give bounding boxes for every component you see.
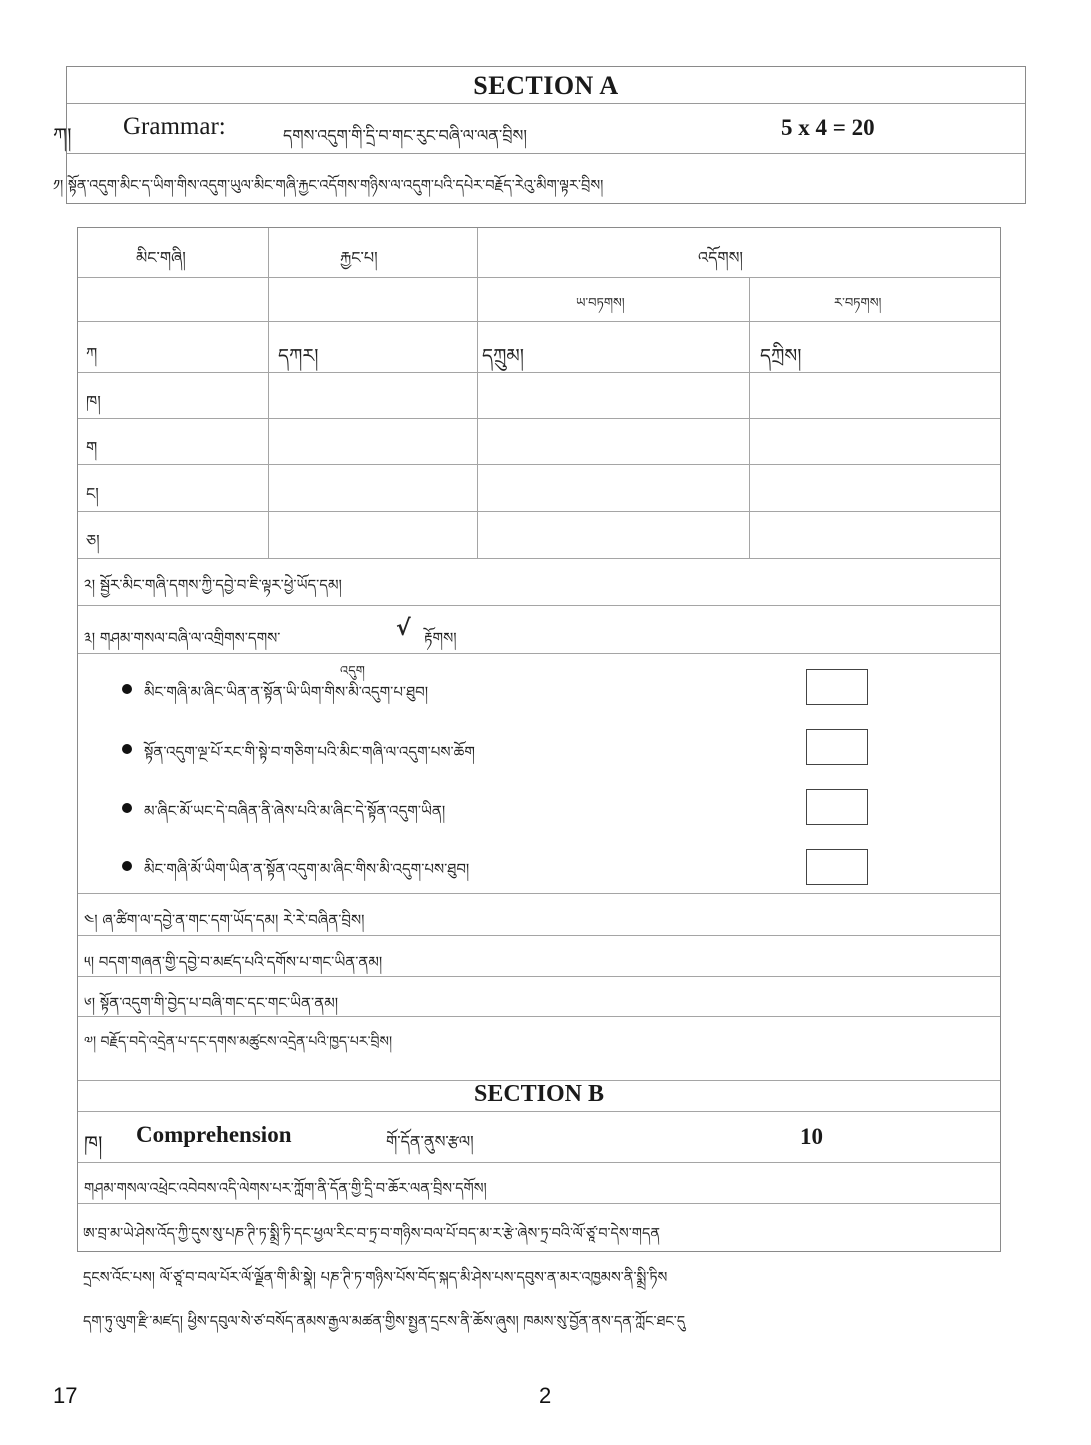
question-3-tail: རྟོགས། — [424, 629, 457, 647]
comprehension-instruction: གཤམ་གསལ་འཕྲེང་འབེབས་འདི་ལེགས་པར་ཀློག་ནི་དོན་གྱི་དྲི་བ་ཆོར་ལན་བྲིས་དགོས། — [84, 1181, 487, 1197]
handwritten-correction: འདུག — [340, 664, 365, 679]
option-2-tick-box[interactable] — [806, 729, 868, 765]
passage-line-2: དྲངས་འོང་པས། ལོ་ཙཱ་བ་བལ་པོར་ལོ་ལྗོན་གི་མི་སྣེ། པཎ་ཊི་ཏ་གཉིས་པོས་བོད་སྐད་མི་ཤེས་པས་དབུས་ན་མར་འཁྱམས་ནི་སྨྲི་ཏིས — [83, 1270, 668, 1286]
passage-line-3: དག་ཏུ་ལུག་རྫི་མཛད། ཕྱིས་དབུལ་སེ་ཙ་བསོད་ནམས་རྒྱལ་མཚན་གྱིས་སྤྱན་དྲངས་ནི་ཆོས་ཞུས། ཁམས་སུ་བྱོན་ནས་དན་ཀློང་ཐང་དུ — [83, 1314, 686, 1330]
grammar-marks: 5 x 4 = 20 — [781, 115, 875, 140]
option-3-tick-box[interactable] — [806, 789, 868, 825]
grammar-instruction: དགས་འདུག་གི་དྲི་བ་གང་རུང་བཞི་ལ་ལན་བྲིས། — [283, 126, 527, 145]
question-6-text: ༦། སྟོན་འདུག་གི་བྱེད་པ་བཞི་གང་དང་གང་ཡིན་ནམ། — [84, 994, 339, 1012]
table-row-5-label: ཅ། — [86, 531, 100, 550]
question-5-text: ༥། བདག་གཞན་གྱི་དབྱེ་བ་མཛད་པའི་དགོས་པ་གང་ཡིན་ནམ། — [84, 953, 383, 971]
section-b-title: SECTION B — [473, 1081, 605, 1107]
question-4-text: ༤། ཞ་ཚིག་ལ་དབྱེ་ན་གང་དག་ཡོད་དམ། རེ་རེ་བཞིན་བྲིས། — [84, 911, 365, 929]
table-row-1-kyang: དཀར། — [278, 345, 319, 367]
option-3-text: མ་ཞིང་མོ་ཡང་དེ་བཞིན་ནི་ཞེས་པའི་མ་ཞིང་དེ་སྟོན་འདུག་ཡིན། — [144, 802, 446, 820]
option-3-bullet — [122, 803, 132, 813]
comprehension-marks: 10 — [800, 1124, 823, 1149]
option-1-bullet — [122, 684, 132, 694]
passage-block — [83, 1212, 998, 1352]
page-number: 2 — [539, 1383, 552, 1408]
question-number-ka: ཀ། — [53, 123, 72, 147]
table-subheader-ya-tag: ཡ་བཏགས། — [576, 296, 625, 311]
table-header-dogs: འདོགས། — [698, 248, 743, 267]
comprehension-tibetan-label: གོ་དོན་ནུས་རྩལ། — [386, 1132, 474, 1151]
grammar-form-box — [77, 227, 1001, 1252]
option-4-text: མིང་གཞི་མོ་ཡིག་ཡིན་ན་སྟོན་འདུག་མ་ཞིང་གིས་མི་འདུག་པས་ཐུབ། — [144, 860, 470, 878]
table-row-1-label: ཀ — [86, 344, 98, 363]
table-row-1-ya-tag: དཀྲུམ། — [482, 345, 524, 367]
question-1-text: ༡། སྟོན་འདུག་མིང་ད་ཡིག་གིས་འདུག་ཡུལ་མིང་གཞི་རྐྱང་འདོགས་གཉིས་ལ་འདུག་པའི་དཔེར་བརྗོད་རེའུ་མིག་ལྟར་བྲིས། — [53, 178, 604, 194]
tick-mark-symbol: √ — [396, 616, 411, 641]
section-a-header-box — [53, 66, 1026, 204]
option-1-tick-box[interactable] — [806, 669, 868, 705]
table-header-kyang-pa: རྐྱང་པ། — [340, 248, 378, 267]
option-1-text: མིང་གཞི་མ་ཞིང་ཡིན་ན་སྟོན་ཡི་ཡིག་གིས་མི་འདུག་པ་ཐུབ། — [144, 683, 429, 701]
section-a-title: SECTION A — [473, 71, 619, 100]
option-2-bullet — [122, 744, 132, 754]
table-header-ming-zhi: མིང་གཞི། — [136, 248, 186, 267]
question-7-text: ༧། བརྗོད་བདེ་འདྲེན་པ་དང་དགས་མཚུངས་འདྲེན་པའི་ཁྱད་པར་བྲིས། — [84, 1034, 393, 1050]
section-a-title-row — [67, 67, 1025, 104]
footer-code: 17 — [53, 1383, 78, 1408]
question-2-text: ༢། སྦྱོར་མིང་གཞི་དགས་ཀྱི་དབྱེ་བ་ཇི་ལྟར་ཕྱེ་ཡོད་དམ། — [84, 576, 342, 594]
option-2-text: སྟོན་འདུག་ལྔ་པོ་རང་གི་སྟེ་བ་གཅིག་པའི་མིང་གཞི་ལ་འདུག་པས་ཆོག — [144, 743, 475, 761]
question-1-row — [53, 154, 1025, 205]
table-row-4-label: ང། — [86, 484, 99, 503]
table-row-2-label: ཁ། — [86, 392, 101, 411]
passage-line-1: ཨ་བྲ་མ་ཡེ་ཤེས་འོད་ཀྱི་དུས་སུ་པཎ་ཊི་ཏ་སྨྲི་ཏི་དང་ཕྱལ་རིང་བ་ཏྲ་བ་གཉིས་བལ་པོ་བད་མ་ར་རྩེ་ཞེས་ཏྲ་བའི་ལོ་ཙཱ་བ་དེས་གདན — [83, 1226, 661, 1242]
comprehension-label: Comprehension — [136, 1122, 292, 1147]
table-subheader-ra-tag: ར་བཏགས། — [834, 296, 882, 311]
option-4-tick-box[interactable] — [806, 849, 868, 885]
table-row-3-label: ག — [86, 438, 98, 457]
table-row-1-ra-tag: དཀྲིས། — [760, 345, 802, 367]
grammar-row — [53, 104, 1025, 154]
question-number-kha: ཁ། — [84, 1131, 103, 1155]
grammar-label: Grammar: — [123, 113, 226, 140]
question-3-text: ༣། གཤམ་གསལ་བཞི་ལ་འགྲིགས་དགས་ — [84, 629, 281, 647]
option-4-bullet — [122, 861, 132, 871]
